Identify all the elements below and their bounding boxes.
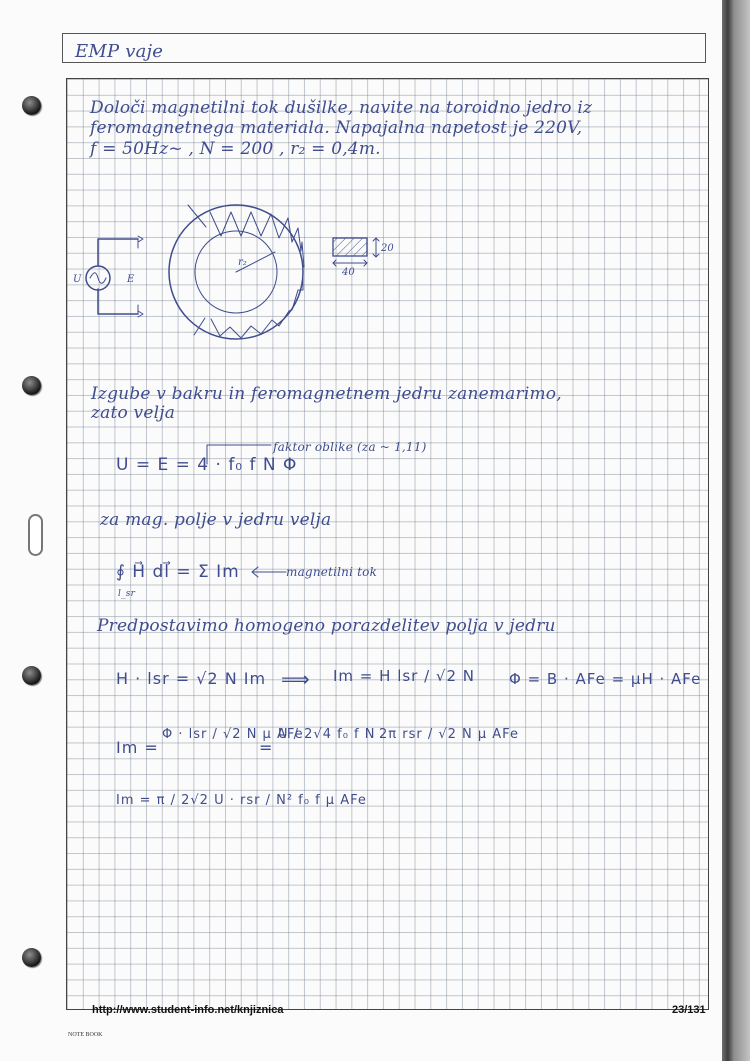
problem-line-3: f = 50Hz~ , N = 200 , r₂ = 0,4m. — [90, 139, 381, 159]
implies-arrow: ⟹ — [281, 667, 311, 691]
page-edge-shadow — [722, 0, 750, 1061]
emf-label: E — [127, 274, 135, 285]
problem-line-2: feromagnetnega materiala. Napajalna napetost je 220V, — [90, 118, 583, 138]
current-derivation-label: Im = — [116, 738, 159, 757]
loss-line-2: zato velja — [91, 403, 176, 423]
final-current-equation: Im = π / 2√2 U · rsr / N² f₀ f μ AFe — [116, 793, 367, 808]
problem-line-1: Določi magnetilni tok dušilke, navite na toroidno jedro iz — [90, 98, 593, 118]
toroid-winding — [188, 205, 304, 338]
current-fraction-3: 2π rsr / √2 N μ AFe — [379, 727, 519, 742]
source-circuit — [86, 236, 143, 317]
voltage-equation: U = E = 4 · f₀ f N Φ — [116, 455, 298, 475]
current-fraction-2: U / 2√4 f₀ f N — [278, 727, 376, 742]
height-label: 20 — [381, 243, 394, 254]
current-equals: = — [259, 738, 274, 757]
binder-hole-3 — [22, 666, 41, 685]
magnetizing-current-note: magnetilni tok — [286, 565, 378, 579]
binder-hole-2 — [22, 376, 41, 395]
page-number: 23/131 — [672, 1004, 706, 1016]
cross-section-diagram — [328, 230, 408, 290]
magnetic-field-line: za mag. polje v jedru velja — [100, 510, 332, 530]
ampere-equation: H · lsr = √2 N Im — [116, 669, 267, 688]
notebook-brand-mark: NOTE BOOK — [68, 1032, 103, 1038]
binder-hole-1 — [22, 96, 41, 115]
loss-line-1: Izgube v bakru in feromagnetnem jedru zanemarimo, — [91, 384, 562, 404]
form-factor-note: faktor oblike (za ~ 1,11) — [273, 440, 427, 454]
magnetizing-current-arrow — [250, 562, 290, 582]
width-label: 40 — [342, 267, 355, 278]
homogeneous-field-assumption: Predpostavimo homogeno porazdelitev polja v jedru — [97, 616, 556, 636]
source-url: http://www.student-info.net/knjiznica — [92, 1004, 284, 1016]
binder-clip — [28, 514, 43, 556]
radius-label: r₂ — [238, 257, 247, 268]
page-title: EMP vaje — [75, 41, 164, 62]
magnetizing-current-result: Im = H lsr / √2 N — [333, 667, 476, 685]
binder-hole-4 — [22, 948, 41, 967]
hatched-cross-section — [333, 238, 367, 256]
integral-subscript: l_sr — [118, 589, 136, 599]
voltage-label: U — [73, 274, 82, 285]
circuital-law: ∮ H⃗ dl⃗ = Σ Im — [116, 562, 240, 582]
current-fraction-1: Φ · lsr / √2 N μ AFe — [162, 727, 304, 742]
flux-equation: Φ = B · AFe = μH · AFe — [509, 670, 702, 688]
